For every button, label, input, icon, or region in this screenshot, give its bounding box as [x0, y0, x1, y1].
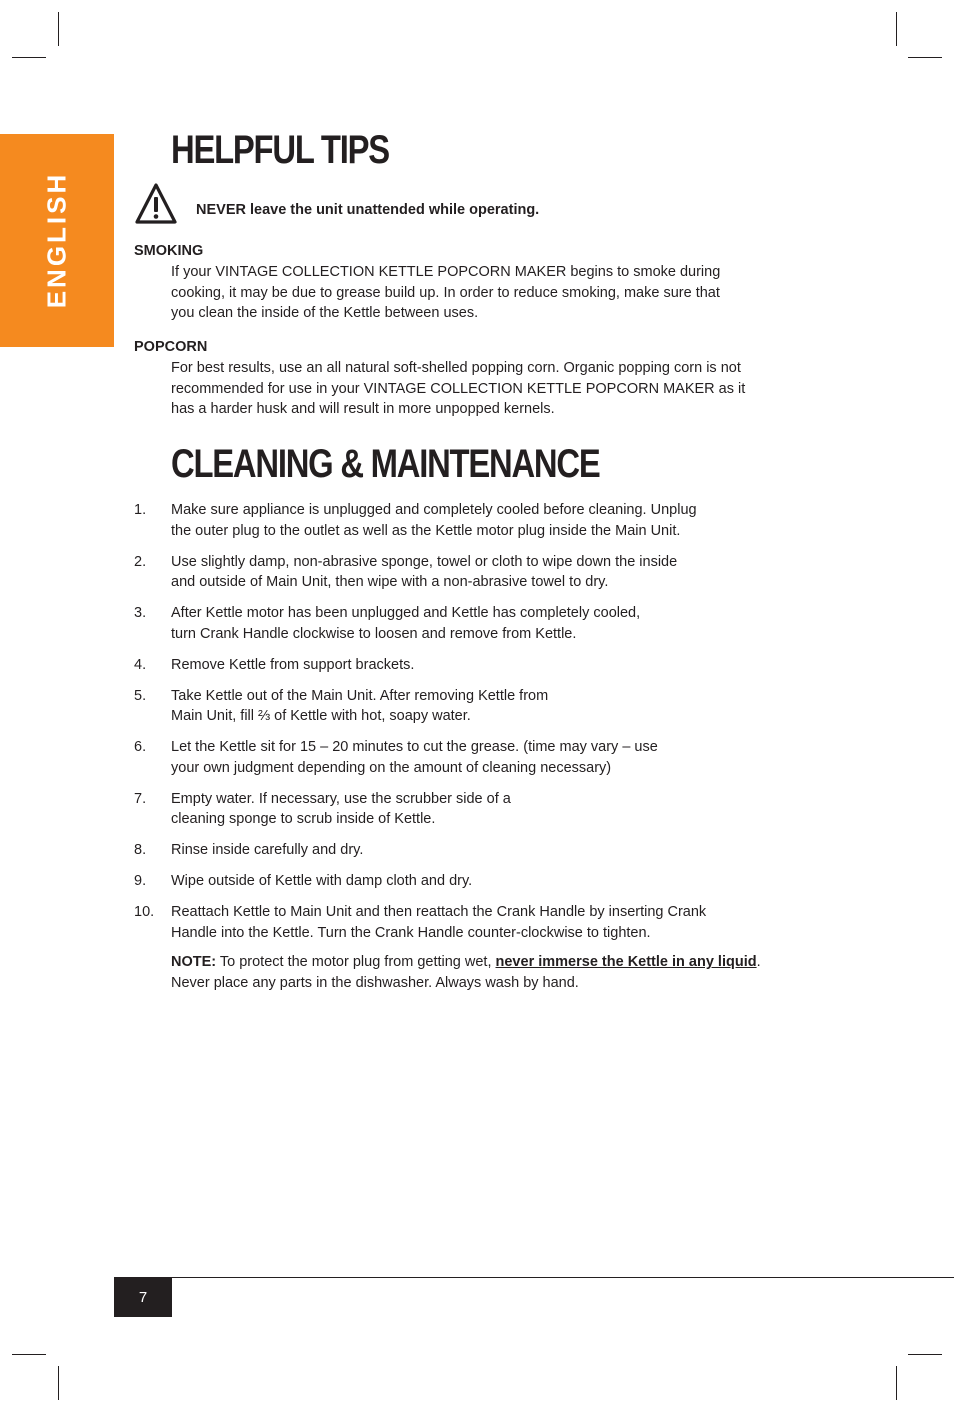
warning-triangle-icon — [134, 181, 178, 227]
smoking-text: If your VINTAGE COLLECTION KETTLE POPCORN MAKER begins to smoke during cooking, it may be due to grease build up. In order to reduce smoking, make sure that you clean the inside of the Kettle between uses. — [171, 264, 721, 321]
step-text: Remove Kettle from support brackets. — [171, 656, 415, 673]
step-text: Empty water. If necessary, use the scrubber side of a cleaning sponge to scrub inside of Kettle. — [171, 790, 511, 827]
step-text: Make sure appliance is unplugged and completely cooled before cleaning. Unplug the outer plug to the outlet as well as the Kettle motor plug inside the Main Unit. — [171, 502, 697, 539]
note-text-before: To protect the motor plug from getting wet, — [216, 954, 496, 970]
list-item — [134, 686, 774, 727]
list-item — [134, 552, 774, 593]
helpful-tips-title: HELPFUL TIPS — [171, 128, 389, 172]
footer-rule — [114, 1277, 954, 1278]
step-text: Let the Kettle sit for 15 – 20 minutes to cut the grease. (time may vary – use your own judgment depending on the amount of cleaning necessary) — [171, 739, 658, 776]
crop-mark — [896, 1366, 897, 1400]
popcorn-heading: POPCORN — [134, 339, 208, 355]
list-item — [134, 902, 774, 943]
warning-text: NEVER leave the unit unattended while operating. — [196, 202, 540, 218]
step-number: 8. — [134, 842, 147, 858]
list-item — [134, 871, 774, 892]
crop-mark — [12, 1354, 46, 1355]
crop-mark — [896, 12, 897, 46]
crop-mark — [12, 57, 46, 58]
step-number: 3. — [134, 605, 147, 621]
list-item — [134, 603, 774, 644]
crop-mark — [908, 1354, 942, 1355]
note-text-after: . Never place any parts in the dishwasher. Always wash by hand. — [171, 954, 761, 991]
list-item — [134, 737, 774, 778]
note-label: NOTE: — [171, 954, 217, 970]
step-number: 2. — [134, 553, 147, 570]
cleaning-steps-list — [134, 500, 774, 954]
step-number: 9. — [134, 873, 147, 889]
popcorn-text: For best results, use an all natural soft-shelled popping corn. Organic popping corn is not recommended for use in your VINTAGE COLLECTION KETTLE POPCORN MAKER as it has a harder husk and will result in more unpopped kernels. — [171, 360, 746, 417]
crop-mark — [908, 57, 942, 58]
list-item — [134, 655, 774, 676]
list-item — [134, 840, 774, 861]
language-tab — [0, 134, 114, 347]
smoking-heading: SMOKING — [134, 243, 204, 259]
step-text: Take Kettle out of the Main Unit. After removing Kettle from Main Unit, fill ⅔ of Kettle with hot, soapy water. — [171, 687, 549, 724]
step-number: 6. — [134, 739, 147, 755]
list-item — [134, 789, 774, 830]
step-text: Wipe outside of Kettle with damp cloth and dry. — [171, 873, 473, 889]
cleaning-note — [171, 952, 771, 993]
crop-mark — [58, 12, 59, 46]
step-number: 7. — [134, 790, 147, 807]
step-number: 10. — [134, 904, 155, 920]
step-number: 1. — [134, 502, 147, 518]
step-text: Reattach Kettle to Main Unit and then reattach the Crank Handle by inserting Crank Handle into the Kettle. Turn the Crank Handle counter-clockwise to tighten. — [171, 904, 707, 941]
list-item — [134, 500, 774, 541]
step-number: 5. — [134, 687, 147, 704]
crop-mark — [58, 1366, 59, 1400]
page-number: 7 — [114, 1277, 172, 1317]
cleaning-maintenance-title: CLEANING & MAINTENANCE — [171, 442, 600, 486]
step-text: After Kettle motor has been unplugged and Kettle has completely cooled, turn Crank Handle clockwise to loosen and remove from Kettle. — [171, 605, 641, 642]
step-number: 4. — [134, 656, 147, 673]
note-emphasis: never immerse the Kettle in any liquid — [495, 954, 757, 970]
language-tab-label: ENGLISH — [41, 171, 72, 309]
step-text: Use slightly damp, non-abrasive sponge, towel or cloth to wipe down the inside and outside of Main Unit, then wipe with a non-abrasive towel to dry. — [171, 553, 678, 590]
step-text: Rinse inside carefully and dry. — [171, 842, 364, 858]
